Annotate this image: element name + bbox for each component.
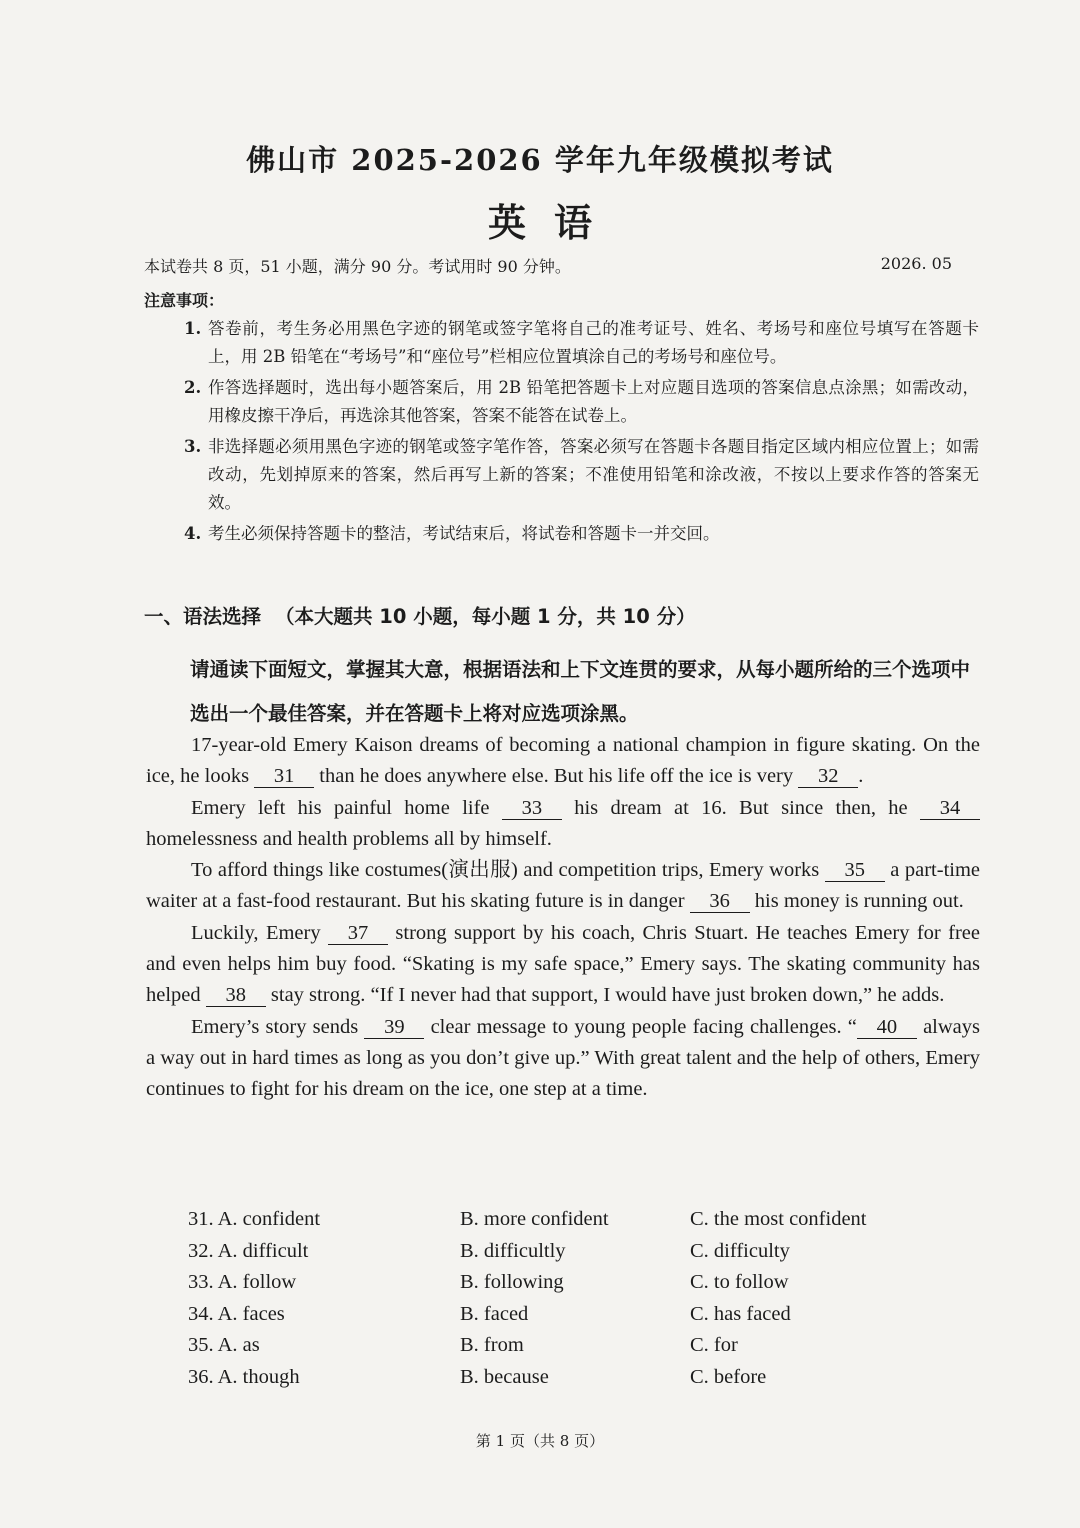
blank-35: 35	[825, 859, 885, 882]
reading-passage	[146, 730, 980, 1106]
option-row-36	[188, 1362, 968, 1394]
option-row-32	[188, 1236, 968, 1268]
notice-number: 2.	[184, 378, 202, 397]
passage-text: a part-time waiter at a fast-food restaurant. But his skating future is in danger	[146, 859, 981, 913]
option-a: 31. A. confident	[188, 1208, 321, 1231]
passage-text: Emery left his painful home life	[191, 796, 502, 819]
blank-39: 39	[364, 1016, 424, 1039]
notice-text: 答卷前，考生务必用黑色字迹的钢笔或签字笔将自己的准考证号、姓名、考场号和座位号填写在答题卡上，用 2B 铅笔在“考场号”和“座位号”栏相应位置填涂自己的考场号和座位号。	[208, 319, 979, 366]
blank-31: 31	[254, 765, 314, 788]
passage-text: his money is running out.	[749, 890, 964, 913]
passage-paragraph-3	[146, 855, 980, 918]
option-row-34	[188, 1299, 968, 1331]
notice-text: 非选择题必须用黑色字迹的钢笔或签字笔作答，答案必须写在答题卡各题目指定区域内相应位置上；如需改动，先划掉原来的答案，然后再写上新的答案；不准使用铅笔和涂改液，不按以上要求作答的答案无效。	[208, 437, 979, 512]
passage-text: To afford things like costumes(演出服) and competition trips, Emery works	[191, 859, 825, 882]
notice-text: 作答选择题时，选出每小题答案后，用 2B 铅笔把答题卡上对应题目选项的答案信息点涂黑；如需改动，用橡皮擦干净后，再选涂其他答案，答案不能答在试卷上。	[208, 378, 979, 425]
passage-text: 17-year-old Emery Kaison dreams of becoming a national champion in figure skating. On the ice, he looks	[146, 734, 980, 788]
option-row-35	[188, 1330, 968, 1362]
passage-text: homelessness and health problems all by himself.	[146, 827, 552, 850]
notice-number: 1.	[184, 319, 202, 338]
option-c: C. has faced	[690, 1302, 791, 1325]
option-b: B. from	[460, 1334, 524, 1357]
passage-text: stay strong. “If I never had that support, I would have just broken down,” he adds.	[265, 984, 945, 1007]
passage-paragraph-4	[146, 918, 980, 1012]
notice-number: 3.	[184, 437, 202, 456]
option-a: 32. A. difficult	[188, 1239, 309, 1262]
notice-text: 考生必须保持答题卡的整洁，考试结束后，将试卷和答题卡一并交回。	[208, 524, 720, 543]
passage-text: than he does anywhere else. But his life off the ice is very	[314, 765, 799, 788]
exam-title: 佛山市 2025-2026 学年九年级模拟考试	[246, 143, 834, 177]
notice-item	[184, 433, 979, 517]
option-c: C. to follow	[690, 1271, 789, 1294]
option-a: 36. A. though	[188, 1365, 300, 1388]
option-b: B. faced	[460, 1302, 529, 1325]
option-c: C. for	[690, 1334, 738, 1357]
passage-paragraph-1	[146, 730, 980, 793]
option-b: B. more confident	[460, 1208, 609, 1231]
section-title	[144, 601, 696, 629]
notice-number: 4.	[184, 524, 202, 543]
notice-heading: 注意事项：	[144, 291, 225, 310]
passage-paragraph-2	[146, 793, 980, 856]
notice-item	[184, 315, 979, 371]
passage-text: clear message to young people facing challenges. “	[424, 1015, 857, 1038]
blank-33: 33	[502, 797, 562, 820]
option-row-33	[188, 1267, 968, 1299]
passage-text: his dream at 16. But since then, he	[561, 796, 920, 819]
option-a: 33. A. follow	[188, 1271, 297, 1294]
passage-text: always a way out in hard times as long as you don’t give up.” With great talent and the help of others, Emery continues to fight for his dream on the ice, one step at a time.	[146, 1015, 980, 1101]
exam-info-text: 本试卷共 8 页，51 小题，满分 90 分。考试用时 90 分钟。	[144, 257, 571, 276]
blank-32: 32	[798, 765, 858, 788]
answer-options	[188, 1204, 968, 1393]
option-c: C. difficulty	[690, 1239, 790, 1262]
passage-text: .	[858, 765, 864, 788]
passage-text: Luckily, Emery	[191, 921, 328, 944]
passage-text: strong support by his coach, Chris Stuart. He teaches Emery for free and even helps him buy food. “Skating is my safe space,” Emery says. The skating community has helped	[146, 921, 980, 1007]
blank-36: 36	[690, 890, 750, 913]
option-b: B. following	[460, 1271, 564, 1294]
passage-paragraph-5	[146, 1012, 980, 1106]
section-subtitle: （本大题共 10 小题，每小题 1 分，共 10 分）	[275, 605, 696, 628]
option-a: 35. A. as	[188, 1334, 260, 1357]
blank-37: 37	[328, 922, 388, 945]
page-footer: 第 1 页（共 8 页）	[475, 1432, 605, 1450]
option-row-31	[188, 1204, 968, 1236]
option-b: B. difficultly	[460, 1239, 566, 1262]
blank-40: 40	[857, 1016, 917, 1039]
notice-list	[184, 315, 979, 551]
option-c: C. before	[690, 1365, 767, 1388]
option-c: C. the most confident	[690, 1208, 867, 1231]
notice-item	[184, 520, 979, 548]
blank-34: 34	[920, 797, 980, 820]
section-instruction: 请通读下面短文，掌握其大意，根据语法和上下文连贯的要求，从每小题所给的三个选项中选出一个最佳答案，并在答题卡上将对应选项涂黑。	[190, 658, 971, 725]
exam-date: 2026. 05	[880, 254, 952, 273]
option-b: B. because	[460, 1365, 549, 1388]
subject-title: 英语	[487, 200, 620, 245]
notice-item	[184, 374, 979, 430]
blank-38: 38	[206, 984, 266, 1007]
option-a: 34. A. faces	[188, 1302, 285, 1325]
exam-info	[144, 254, 952, 277]
passage-text: Emery’s story sends	[191, 1015, 365, 1038]
section-name: 一、语法选择	[144, 605, 262, 628]
